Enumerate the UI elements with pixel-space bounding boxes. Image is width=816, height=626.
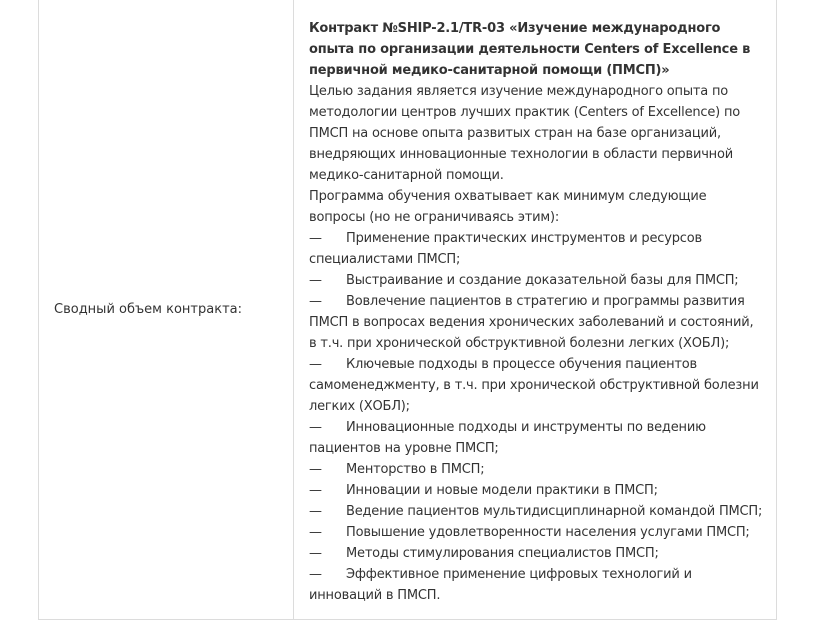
contract-scope-label-cell bbox=[39, 0, 294, 619]
list-item bbox=[309, 291, 764, 354]
contract-intro: Целью задания является изучение международного опыта по методологии центров лучших практик (Centers of Excellence) по ПМСП на основе опыта развитых стран на базе организаций, внедряющих инновационные технологии в области первичной медико-санитарной помощи. bbox=[309, 84, 741, 183]
list-item bbox=[309, 543, 764, 564]
list-item-text: Ведение пациентов мультидисциплинарной командой ПМСП; bbox=[346, 504, 763, 519]
dash-bullet: — bbox=[309, 420, 322, 435]
list-item-text: Эффективное применение цифровых технологий и инноваций в ПМСП. bbox=[309, 567, 692, 603]
dash-bullet: — bbox=[309, 546, 322, 561]
list-item-text: Ключевые подходы в процессе обучения пациентов самоменеджменту, в т.ч. при хронической обструктивной болезни легких (ХОБЛ); bbox=[309, 357, 759, 414]
list-item bbox=[309, 417, 764, 459]
list-item bbox=[309, 564, 764, 606]
list-item-text: Менторство в ПМСП; bbox=[346, 462, 485, 477]
dash-bullet: — bbox=[309, 273, 322, 288]
list-item bbox=[309, 522, 764, 543]
dash-bullet: — bbox=[309, 462, 322, 477]
program-topics-list bbox=[309, 228, 764, 606]
contract-title: Контракт №SHIP-2.1/TR-03 «Изучение международного опыта по организации деятельности Centers of Excellence в первичной медико-санитарной помощи (ПМСП)» bbox=[309, 21, 751, 78]
list-item-text: Инновационные подходы и инструменты по ведению пациентов на уровне ПМСП; bbox=[309, 420, 706, 456]
program-intro: Программа обучения охватывает как минимум следующие вопросы (но не ограничиваясь этим): bbox=[309, 189, 707, 225]
contract-scope-value-cell bbox=[294, 0, 776, 619]
list-item bbox=[309, 228, 764, 270]
list-item bbox=[309, 354, 764, 417]
list-item bbox=[309, 459, 764, 480]
dash-bullet: — bbox=[309, 294, 322, 309]
dash-bullet: — bbox=[309, 504, 322, 519]
list-item-text: Вовлечение пациентов в стратегию и программы развития ПМСП в вопросах ведения хронических заболеваний и состояний, в т.ч. при хронической обструктивной болезни легких (ХОБЛ); bbox=[309, 294, 754, 351]
dash-bullet: — bbox=[309, 357, 322, 372]
dash-bullet: — bbox=[309, 483, 322, 498]
list-item-text: Методы стимулирования специалистов ПМСП; bbox=[346, 546, 659, 561]
list-item-text: Применение практических инструментов и ресурсов специалистами ПМСП; bbox=[309, 231, 702, 267]
dash-bullet: — bbox=[309, 525, 322, 540]
list-item bbox=[309, 501, 764, 522]
list-item-text: Инновации и новые модели практики в ПМСП; bbox=[346, 483, 658, 498]
dash-bullet: — bbox=[309, 567, 322, 582]
list-item bbox=[309, 270, 764, 291]
list-item bbox=[309, 480, 764, 501]
contract-scope-label: Сводный объем контракта: bbox=[54, 301, 242, 317]
contract-table bbox=[38, 0, 777, 620]
dash-bullet: — bbox=[309, 231, 322, 246]
list-item-text: Повышение удовлетворенности населения услугами ПМСП; bbox=[346, 525, 750, 540]
list-item-text: Выстраивание и создание доказательной базы для ПМСП; bbox=[346, 273, 739, 288]
